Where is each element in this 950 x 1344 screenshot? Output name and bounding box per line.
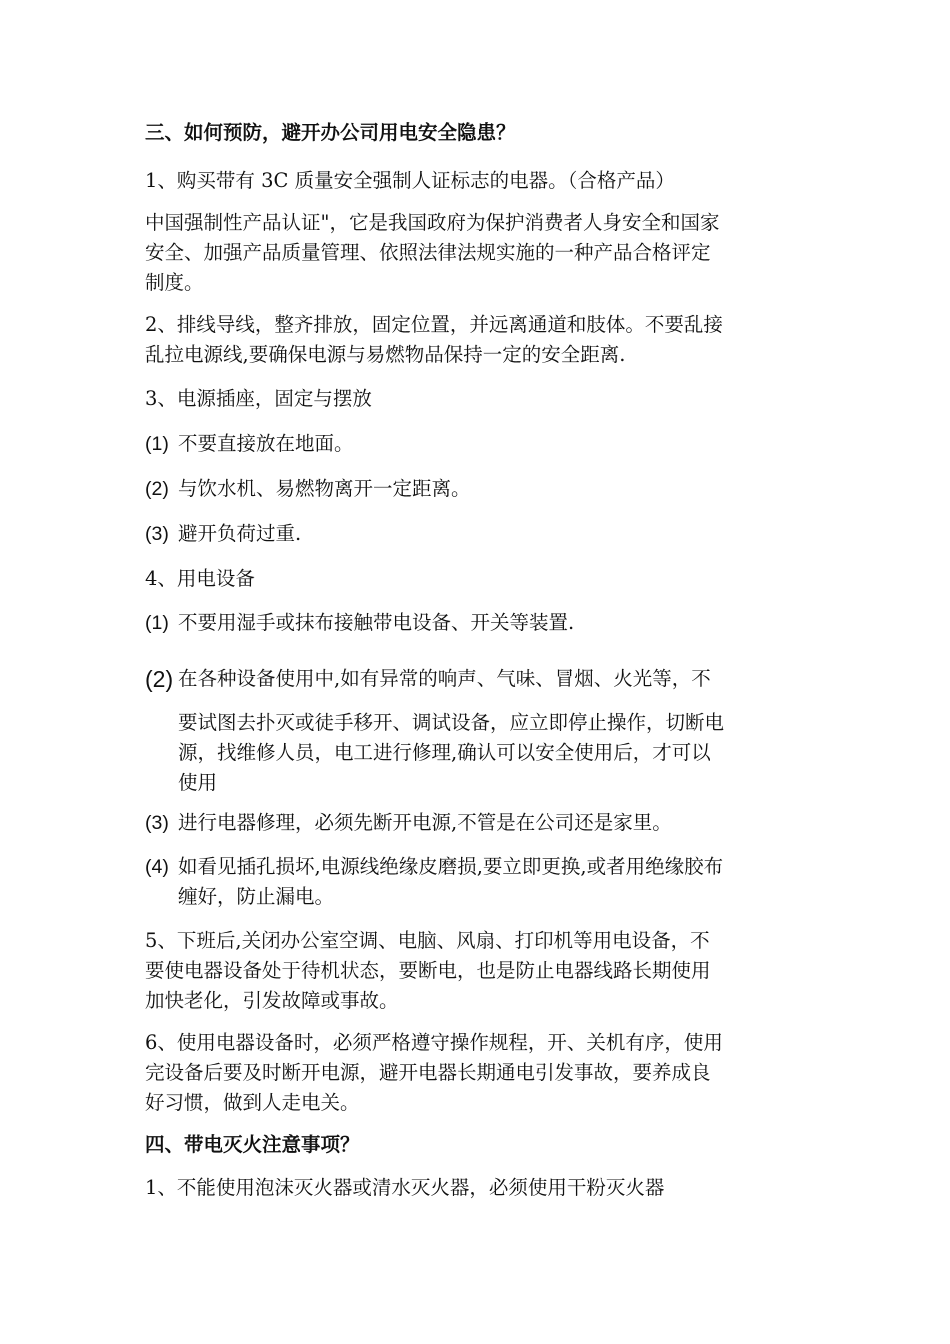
list-item-line: 缠好，防止漏电。 [178,885,335,908]
list-item-text: 不要直接放在地面。 [178,432,354,455]
list-item-number: (2) [145,478,169,500]
list-item-line: 要试图去扑灭或徒手移开、调试设备，应立即停止操作，切断电 [178,711,725,734]
paragraph-line: 制度。 [145,271,204,294]
paragraph-ccc-definition [145,208,719,298]
paragraph-4: 4、用电设备 [145,567,255,590]
list-item-text [178,664,724,798]
paragraph-line: 好习惯，做到人走电关。 [145,1091,360,1114]
list-item [145,519,301,549]
list-item-number: (3) [145,812,169,834]
paragraph-line: 5、下班后,关闭办公室空调、电脑、风扇、打印机等用电设备，不 [145,929,710,952]
paragraph-line: 6、使用电器设备时，必须严格遵守操作规程，开、关机有序，使用 [145,1031,723,1054]
paragraph-7: 1、不能使用泡沫灭火器或清水灭火器，必须使用干粉灭火器 [145,1176,665,1199]
list-item-text: 不要用湿手或抹布接触带电设备、开关等装置. [178,611,575,634]
list-item-number: (1) [145,433,169,455]
paragraph-5 [145,926,711,1016]
list-item-line: 如看见插孔损坏,电源线绝缘皮磨损,要立即更换,或者用绝缘胶布 [178,855,724,878]
list-item-number: (4) [145,856,169,878]
list-item-text: 避开负荷过重. [178,522,302,545]
paragraph-line: 要使电器设备处于待机状态，要断电，也是防止电器线路长期使用 [145,959,711,982]
section-3-heading: 三、如何预防，避开办公司用电安全隐患？ [145,121,516,144]
list-item [145,808,672,838]
paragraph-line: 乱拉电源线,要确保电源与易燃物品保持一定的安全距离. [145,343,626,366]
list-item-number: (3) [145,523,169,545]
paragraph-line: 2、排线导线，整齐排放，固定位置，并远离通道和肢体。不要乱接 [145,313,723,336]
list-item [145,429,354,459]
paragraph-line: 加快老化，引发故障或事故。 [145,989,399,1012]
list-item [145,664,724,798]
section-4-heading: 四、带电灭火注意事项？ [145,1133,360,1156]
list-item-line: 在各种设备使用中,如有异常的响声、气味、冒烟、火光等，不 [178,667,711,690]
paragraph-3: 3、电源插座，固定与摆放 [145,387,372,410]
list-item [145,474,471,504]
paragraph-2 [145,310,723,370]
list-item-text [178,852,723,912]
list-item [145,608,574,638]
list-item-number: (1) [145,612,169,634]
list-item-text: 进行电器修理，必须先断开电源,不管是在公司还是家里。 [178,811,672,834]
list-item-text: 与饮水机、易燃物离开一定距离。 [178,477,471,500]
paragraph-line: 安全、加强产品质量管理、依照法律法规实施的一种产品合格评定 [145,241,711,264]
paragraph-1: 1、购买带有 3C 质量安全强制人证标志的电器。（合格产品） [145,169,675,192]
list-item [145,852,723,912]
paragraph-line: 完设备后要及时断开电源，避开电器长期通电引发事故，要养成良 [145,1061,711,1084]
list-item-line: 使用 [178,771,218,794]
paragraph-line: 中国强制性产品认证"，它是我国政府为保护消费者人身安全和国家 [145,211,720,234]
list-item-line: 源，找维修人员，电工进行修理,确认可以安全使用后，才可以 [178,741,711,764]
paragraph-6 [145,1028,723,1118]
list-item-number: (2) [145,666,174,692]
